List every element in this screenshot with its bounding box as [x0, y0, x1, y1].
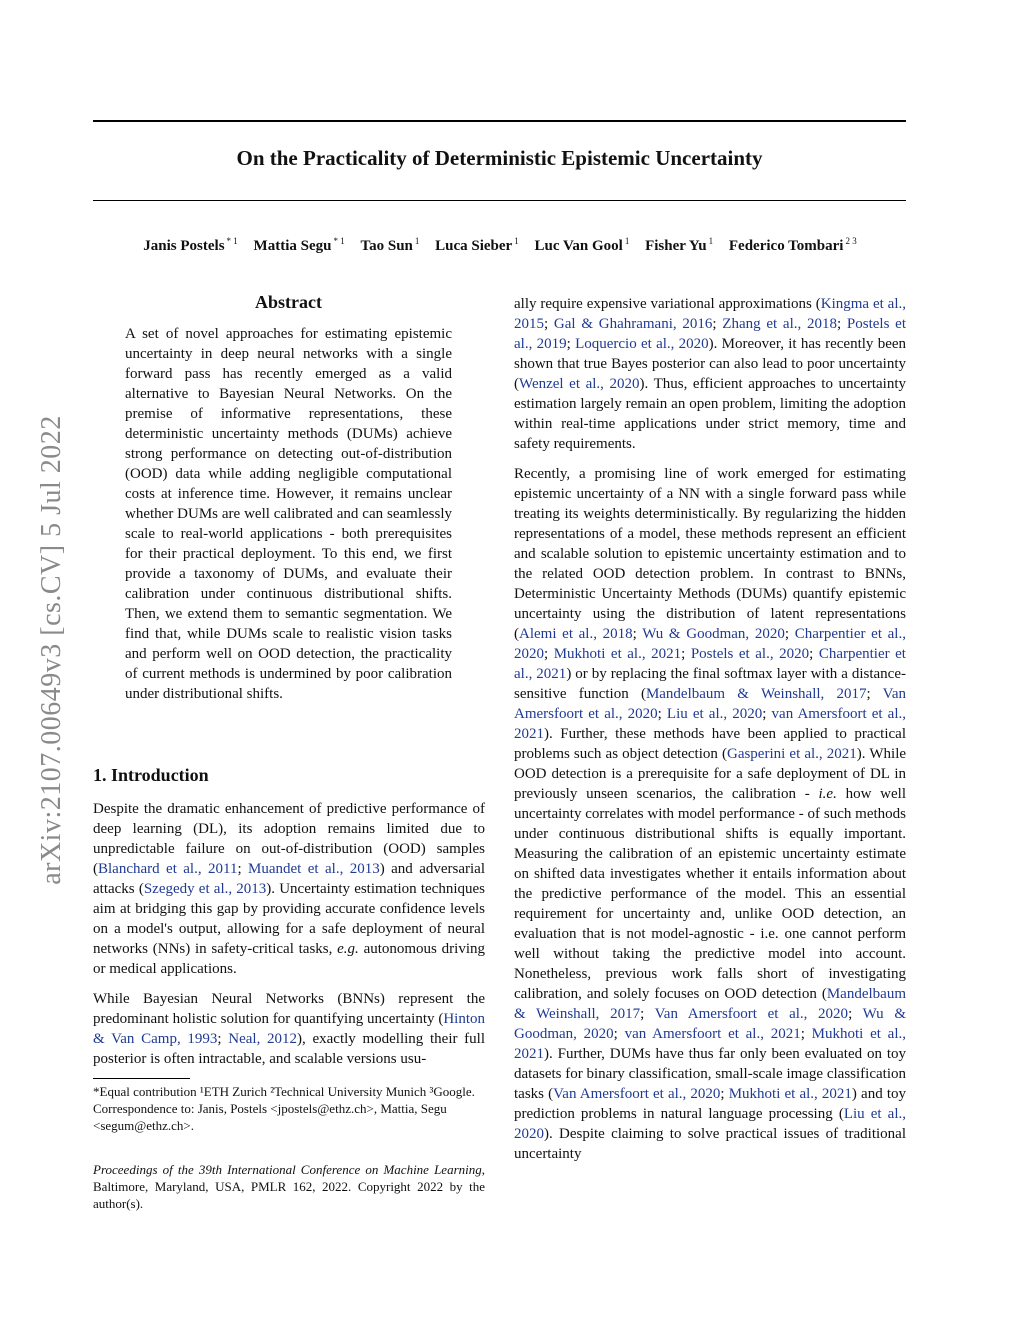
- proceedings-note: [93, 1161, 485, 1212]
- author: [435, 238, 519, 254]
- citation-link[interactable]: Mandelbaum & Weinshall, 2017: [514, 986, 906, 1022]
- text: ;: [712, 316, 723, 332]
- text: ;: [866, 686, 883, 702]
- author-name: Federico Tombari: [728, 238, 844, 254]
- citation-link[interactable]: Blanchard et al., 2011: [98, 861, 238, 877]
- citation-link[interactable]: Charpentier et al., 2020: [514, 626, 906, 662]
- author-affiliation: 1: [514, 236, 519, 246]
- citation-link[interactable]: Charpentier et al., 2021: [514, 646, 906, 682]
- author-affiliation: 1: [708, 236, 714, 246]
- citation-link[interactable]: Zhang et al., 2018: [722, 316, 837, 332]
- text: , Baltimore, Maryland, USA, PMLR 162, 2022. Copyright 2022 by the author(s).: [93, 1162, 485, 1211]
- citation-link[interactable]: Mukhoti et al., 2021: [553, 646, 682, 662]
- author-affiliation: * 1: [333, 236, 345, 246]
- citation-link[interactable]: Mandelbaum & Weinshall, 2017: [645, 686, 867, 702]
- text: ;: [762, 706, 772, 722]
- text: Recently, a promising line of work emerged for estimating epistemic uncertainty of a NN with a single forward pass while treating its weights deterministically. By regularizing the hidden representations of a model, these methods represent an efficient and scalable solution to epistemic uncertainty estimation and to the related OOD detection problem. In contrast to BNNs, Deterministic Uncertainty Methods (DUMs) quantify epistemic uncertainty using the distribution of latent representations (: [514, 466, 906, 642]
- footnote-affiliations: *Equal contribution ¹ETH Zurich ²Technical University Munich ³Google. Correspondence to: Janis, Postels <jpostels@ethz.ch>, Mattia, Segu <segum@ethz.ch>.: [93, 1084, 475, 1133]
- title-rule-bottom: [93, 200, 906, 201]
- author: [729, 238, 857, 254]
- citation-link[interactable]: Hinton & Van Camp, 1993: [93, 1011, 485, 1047]
- text: Proceedings of the 39th International Conference on Machine Learning: [93, 1162, 482, 1177]
- author: [360, 238, 419, 254]
- citation-link[interactable]: Szegedy et al., 2013: [143, 881, 267, 897]
- text: ;: [837, 316, 847, 332]
- text: ally require expensive variational approximations (: [514, 296, 821, 312]
- text: e.g.: [337, 941, 359, 957]
- citation-link[interactable]: van Amersfoort et al., 2021: [514, 706, 906, 742]
- author-name: Luca Sieber: [435, 238, 513, 254]
- text: ;: [544, 316, 554, 332]
- text: ;: [613, 1026, 625, 1042]
- paper-title: On the Practicality of Deterministic Epistemic Uncertainty: [236, 146, 763, 170]
- author: [534, 238, 629, 254]
- citation-link[interactable]: Postels et al., 2020: [690, 646, 810, 662]
- text: ). Further, these methods have been applied to practical problems such as object detection (: [514, 726, 906, 762]
- text: ;: [632, 626, 643, 642]
- citation-link[interactable]: Muandet et al., 2013: [248, 861, 380, 877]
- text: ) and toy prediction problems in natural language processing (: [514, 1086, 906, 1122]
- body-paragraph: [514, 294, 906, 454]
- footnote-divider: [93, 1078, 190, 1079]
- text: ). Uncertainty estimation techniques aim at bridging this gap by providing accurate confidence levels on a model's output, allowing for a safe deployment of neural networks (NNs) in safety-critical tasks,: [93, 881, 485, 957]
- citation-link[interactable]: Gasperini et al., 2021: [726, 746, 857, 762]
- body-paragraph: [514, 464, 906, 1164]
- text: ;: [544, 646, 554, 662]
- text: ). Moreover, it has recently been shown that true Bayes posterior can also lead to poor uncertainty (: [514, 336, 907, 392]
- text: ;: [237, 861, 249, 877]
- text: autonomous driving or medical applications.: [93, 941, 485, 977]
- citation-link[interactable]: Mukhoti et al., 2021: [728, 1086, 852, 1102]
- author-name: Tao Sun: [360, 238, 413, 254]
- intro-paragraph: [93, 989, 485, 1069]
- author: [143, 238, 238, 254]
- citation-link[interactable]: Alemi et al., 2018: [519, 626, 633, 642]
- citation-link[interactable]: Liu et al., 2020: [514, 1106, 906, 1142]
- author-affiliation: 1: [624, 236, 630, 246]
- author-list: [60, 236, 940, 255]
- intro-paragraph: [93, 799, 485, 979]
- author-affiliation: * 1: [226, 236, 238, 246]
- citation-link[interactable]: Van Amersfoort et al., 2020: [514, 686, 906, 722]
- text: ;: [809, 646, 819, 662]
- text: ;: [800, 1026, 812, 1042]
- citation-link[interactable]: Kingma et al., 2015: [514, 296, 906, 332]
- text: ). Further, DUMs have thus far only been evaluated on toy datasets for binary classification, small-scale image classification tasks (: [514, 1046, 906, 1102]
- citation-link[interactable]: van Amersfoort et al., 2021: [624, 1026, 801, 1042]
- author: [645, 238, 713, 254]
- text: how well uncertainty correlates with model performance - of such methods under continuous distributional shifts is equally important. Measuring the calibration of an epistemic uncertainty estimate on shifted data investigates whether it entails information about the predictive performance of the model. This an essential requirement for uncertainty and, unlike OOD detection, an evaluation that is not model-agnostic - i.e. one cannot perform well without taking the predictive model into account. Nonetheless, previous work falls short of investigating calibration, and solely focuses on OOD detection (: [514, 786, 906, 1002]
- citation-link[interactable]: Liu et al., 2020: [666, 706, 763, 722]
- text: ;: [720, 1086, 729, 1102]
- author-affiliation: 1: [414, 236, 420, 246]
- text: While Bayesian Neural Networks (BNNs) represent the predominant holistic solution for quantifying uncertainty (: [93, 991, 485, 1027]
- abstract-text: A set of novel approaches for estimating epistemic uncertainty in deep neural networks with a single forward pass has recently emerged as a valid alternative to Bayesian Neural Networks. On the premise of informative representations, these deterministic uncertainty methods (DUMs) achieve strong performance on detecting out-of-distribution (OOD) data while adding negligible computational costs at inference time. However, it remains unclear whether DUMs are well calibrated and can seamlessly scale to real-world applications - both prerequisites for their practical deployment. To this end, we first provide a taxonomy of DUMs, and evaluate their calibration under continuous distributional shifts. Then, we extend them to semantic segmentation. We find that, while DUMs scale to realistic vision tasks and perform well on OOD detection, the practicality of current methods is undermined by poor calibration under distributional shifts.: [125, 326, 452, 702]
- author-name: Fisher Yu: [645, 238, 707, 254]
- citation-link[interactable]: Wenzel et al., 2020: [519, 376, 640, 392]
- citation-link[interactable]: Van Amersfoort et al., 2020: [654, 1006, 849, 1022]
- citation-link[interactable]: Wu & Goodman, 2020: [514, 1006, 907, 1042]
- text: ) or by replacing the final softmax layer with a distance-sensitive function (: [514, 666, 906, 702]
- citation-link[interactable]: Postels et al., 2019: [514, 316, 907, 352]
- text: ) and adversarial attacks (: [93, 861, 485, 897]
- text: Despite the dramatic enhancement of predictive performance of deep learning (DL), its adoption remains limited due to unpredictable failure on out-of-distribution (OOD) samples (: [93, 801, 485, 877]
- title-rule-top: [93, 120, 906, 122]
- author-name: Mattia Segu: [253, 238, 332, 254]
- text: ;: [566, 336, 576, 352]
- text: ), exactly modelling their full posterior is often intractable, and scalable versions usu-: [93, 1031, 486, 1067]
- text: ;: [848, 1006, 863, 1022]
- text: ;: [784, 626, 795, 642]
- text: ). Thus, efficient approaches to uncertainty estimation largely remain an open problem, limiting the adoption within real-time applications under strict memory, time and safety requirements.: [514, 376, 907, 452]
- citation-link[interactable]: Mukhoti et al., 2021: [514, 1026, 906, 1062]
- text: ). Despite claiming to solve practical issues of traditional uncertainty: [514, 1126, 906, 1162]
- citation-link[interactable]: Neal, 2012: [228, 1031, 298, 1047]
- author-name: Luc Van Gool: [534, 238, 623, 254]
- citation-link[interactable]: Gal & Ghahramani, 2016: [553, 316, 713, 332]
- text: ;: [217, 1031, 229, 1047]
- section-heading: 1. Introduction: [93, 765, 209, 785]
- abstract-heading: Abstract: [255, 292, 322, 312]
- text: ;: [657, 706, 667, 722]
- text: ;: [681, 646, 691, 662]
- arxiv-identifier[interactable]: arXiv:2107.00649v3 [cs.CV] 5 Jul 2022: [36, 415, 67, 885]
- footnotes: [93, 1083, 485, 1134]
- author: [254, 238, 345, 254]
- citation-link[interactable]: Van Amersfoort et al., 2020: [553, 1086, 721, 1102]
- citation-link[interactable]: Wu & Goodman, 2020: [642, 626, 785, 642]
- author-name: Janis Postels: [143, 238, 225, 254]
- text: ). While OOD detection is a prerequisite for a safe deployment of DL in previously unseen scenarios, the calibration -: [514, 746, 907, 802]
- text: i.e.: [818, 786, 837, 802]
- author-affiliation: 2 3: [845, 236, 857, 246]
- citation-link[interactable]: Loquercio et al., 2020: [575, 336, 709, 352]
- text: ;: [640, 1006, 655, 1022]
